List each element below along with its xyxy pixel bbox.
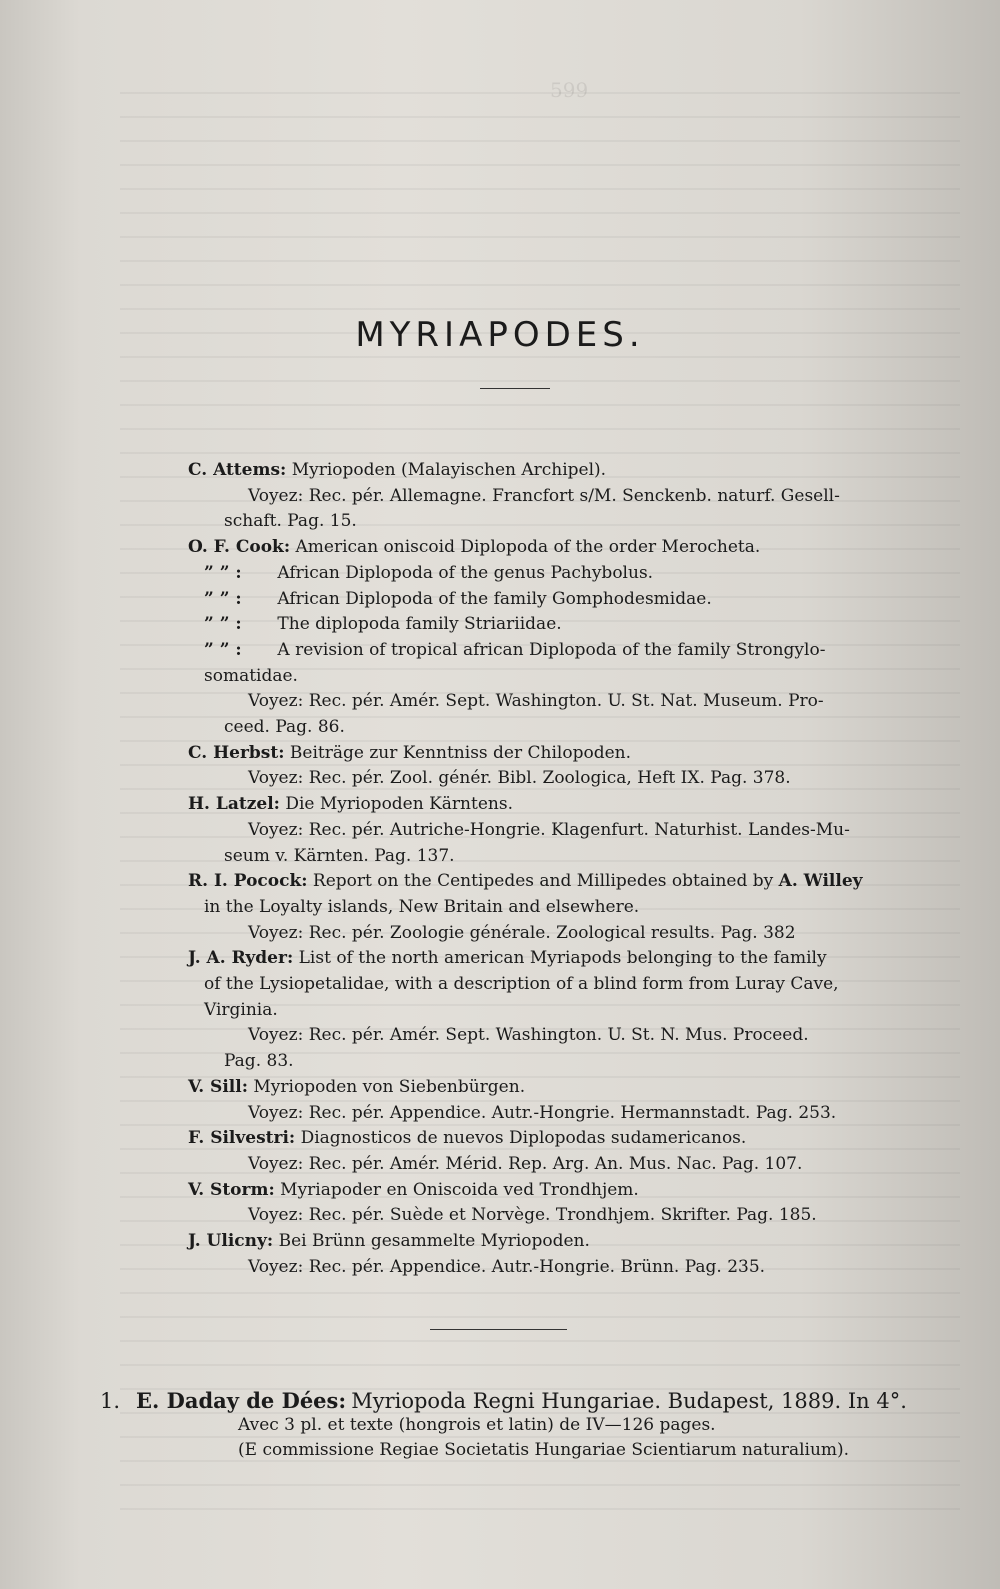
entry-title: African Diplopoda of the family Gomphodesmidae. bbox=[277, 588, 712, 609]
entry-title-name: A. Willey bbox=[778, 871, 863, 892]
reference-text: Voyez: Rec. pér. Amér. Mérid. Rep. Arg. An. Mus. Nac. Pag. 107. bbox=[248, 1153, 803, 1174]
entry-title-cont: somatidae. bbox=[204, 665, 298, 686]
entry-author: C. Herbst: bbox=[188, 742, 285, 763]
entry-author: E. Daday de Dées: bbox=[136, 1388, 347, 1413]
entry-title: American oniscoid Diplopoda of the order Merocheta. bbox=[295, 537, 761, 558]
title-rule bbox=[480, 388, 550, 389]
entry-author: F. Silvestri: bbox=[188, 1128, 296, 1149]
entry-reference bbox=[188, 1101, 930, 1127]
entry-author: C. Attems: bbox=[188, 460, 287, 480]
entry-author: R. I. Pocock: bbox=[188, 871, 308, 892]
entry-reference bbox=[188, 818, 930, 869]
entry-title: Myriopoden (Malayischen Archipel). bbox=[291, 460, 607, 480]
entry-reference bbox=[188, 766, 930, 792]
entry-author: H. Latzel: bbox=[188, 794, 280, 815]
reference-text: Voyez: Rec. pér. Appendice. Autr.-Hongrie. Hermannstadt. Pag. 253. bbox=[248, 1102, 837, 1123]
entry-reference bbox=[188, 1203, 930, 1229]
entry-title: Beiträge zur Kenntniss der Chilopoden. bbox=[289, 742, 631, 763]
entry-title: The diplopoda family Striariidae. bbox=[277, 614, 562, 635]
entry-author: O. F. Cook: bbox=[188, 537, 291, 558]
ditto-mark: ” ” : bbox=[204, 639, 242, 660]
reference-text: Voyez: Rec. pér. Suède et Norvège. Trondhjem. Skrifter. Pag. 185. bbox=[248, 1205, 817, 1226]
entry-reference bbox=[188, 921, 930, 947]
bleed-through-page-number: 599 bbox=[550, 78, 589, 102]
reference-text-cont: seum v. Kärnten. Pag. 137. bbox=[224, 845, 455, 866]
bibliography-entry bbox=[188, 741, 930, 792]
entry-reference bbox=[188, 1023, 930, 1074]
entry-title-cont: Virginia. bbox=[204, 999, 278, 1020]
bibliography-entry bbox=[188, 792, 930, 869]
entry-author: V. Storm: bbox=[188, 1179, 275, 1200]
entry-list bbox=[188, 458, 930, 1281]
reference-text: Voyez: Rec. pér. Appendice. Autr.-Hongrie. Brünn. Pag. 235. bbox=[248, 1256, 766, 1277]
reference-text-cont: ceed. Pag. 86. bbox=[224, 717, 345, 738]
reference-text-cont: schaft. Pag. 15. bbox=[224, 511, 357, 532]
ditto-mark: ” ” : bbox=[204, 562, 242, 583]
bibliography-entry bbox=[188, 561, 930, 587]
bibliography-entry bbox=[188, 1178, 930, 1229]
entry-reference bbox=[188, 1152, 930, 1178]
entry-title: Die Myriopoden Kärntens. bbox=[285, 794, 513, 815]
bibliography-entry bbox=[188, 1126, 930, 1177]
entry-reference bbox=[188, 1255, 930, 1281]
entry-title: Report on the Centipedes and Millipedes obtained by bbox=[312, 871, 774, 892]
reference-text: Voyez: Rec. pér. Zool. génér. Bibl. Zoologica, Heft IX. Pag. 378. bbox=[248, 768, 791, 789]
bibliography-entry bbox=[188, 612, 930, 638]
bibliography-entry bbox=[188, 1075, 930, 1126]
ditto-mark: ” ” : bbox=[204, 614, 242, 635]
bibliography-entry bbox=[188, 535, 930, 561]
entry-number: 1. bbox=[100, 1389, 121, 1413]
entry-author: J. Ulicny: bbox=[188, 1231, 274, 1252]
entry-title: List of the north american Myriapods belonging to the family bbox=[298, 948, 827, 969]
reference-text-cont: Pag. 83. bbox=[224, 1051, 294, 1072]
bibliography-entry bbox=[188, 458, 930, 535]
section-rule bbox=[430, 1329, 567, 1330]
entry-title-cont: in the Loyalty islands, New Britain and elsewhere. bbox=[204, 896, 640, 917]
entry-author: V. Sill: bbox=[188, 1076, 248, 1097]
entry-title: Bei Brünn gesammelte Myriopoden. bbox=[278, 1231, 590, 1252]
bibliography-entry bbox=[188, 869, 930, 946]
reference-text: Voyez: Rec. pér. Autriche-Hongrie. Klagenfurt. Naturhist. Landes-Mu- bbox=[248, 819, 850, 840]
entry-reference bbox=[188, 689, 930, 740]
bibliography-entry bbox=[188, 946, 930, 1075]
entry-title: A revision of tropical african Diplopoda of the family Strongylo- bbox=[277, 639, 826, 660]
page-title: MYRIAPODES. bbox=[355, 314, 645, 355]
reference-text: Voyez: Rec. pér. Allemagne. Francfort s/M. Senckenb. naturf. Gesell- bbox=[248, 485, 840, 506]
entry-title: Myriapoder en Oniscoida ved Trondhjem. bbox=[280, 1179, 639, 1200]
entry-detail-line: (E commissione Regiae Societatis Hungariae Scientiarum naturalium). bbox=[238, 1440, 850, 1460]
entry-detail-line: Avec 3 pl. et texte (hongrois et latin) de IV—126 pages. bbox=[238, 1415, 716, 1435]
numbered-entry bbox=[100, 1388, 940, 1463]
entry-title: African Diplopoda of the genus Pachybolus. bbox=[277, 562, 654, 583]
bibliography-entry bbox=[188, 638, 930, 741]
ditto-mark: ” ” : bbox=[204, 588, 242, 609]
entry-author: J. A. Ryder: bbox=[188, 948, 294, 969]
entry-title: Diagnosticos de nuevos Diplopodas sudamericanos. bbox=[300, 1128, 747, 1149]
reference-text: Voyez: Rec. pér. Zoologie générale. Zoological results. Pag. 382 bbox=[248, 922, 796, 943]
entry-title: Myriopoden von Siebenbürgen. bbox=[253, 1076, 526, 1097]
entry-title-cont: of the Lysiopetalidae, with a description of a blind form from Luray Cave, bbox=[204, 974, 839, 995]
bibliography-entry bbox=[188, 587, 930, 613]
reference-text: Voyez: Rec. pér. Amér. Sept. Washington. U. St. N. Mus. Proceed. bbox=[248, 1025, 809, 1046]
entry-reference bbox=[188, 484, 930, 535]
bibliography-entry bbox=[188, 1229, 930, 1280]
entry-title: Myriopoda Regni Hungariae. Budapest, 1889. In 4°. bbox=[351, 1389, 907, 1413]
reference-text: Voyez: Rec. pér. Amér. Sept. Washington. U. St. Nat. Museum. Pro- bbox=[248, 691, 824, 712]
